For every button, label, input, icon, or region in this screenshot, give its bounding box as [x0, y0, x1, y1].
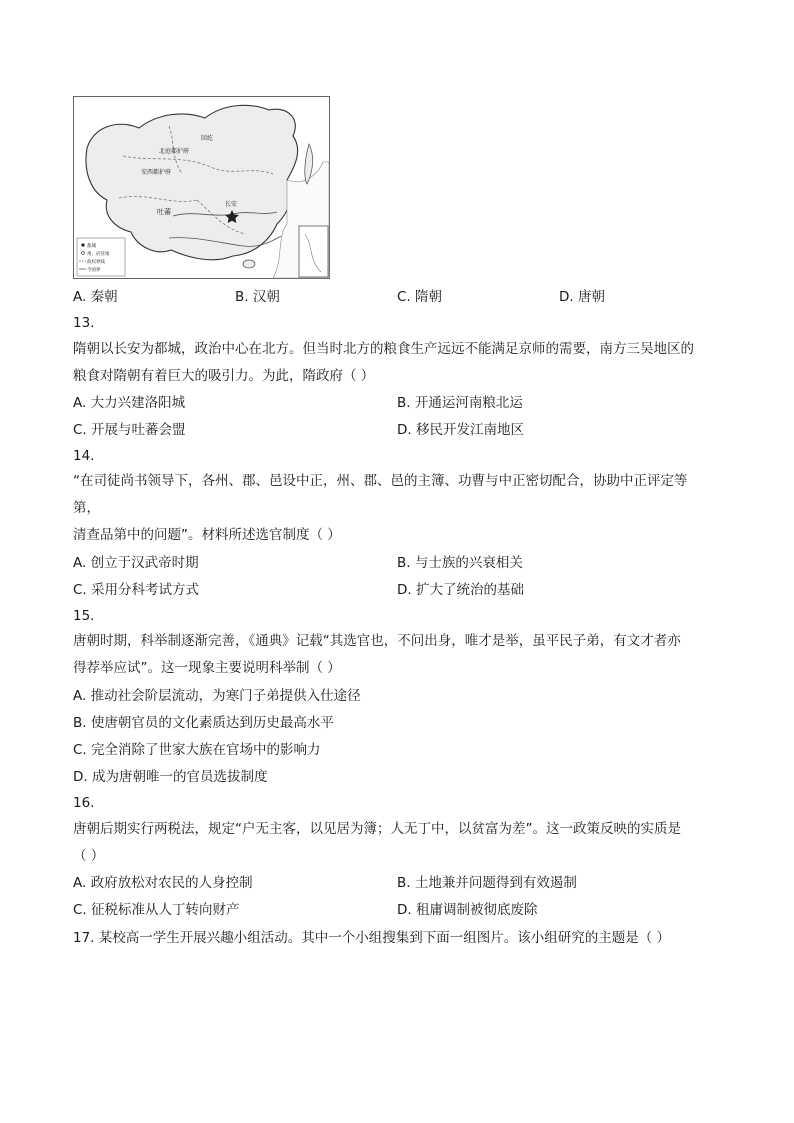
- q14-option-a[interactable]: A. 创立于汉武帝时期: [73, 555, 199, 571]
- q15-option-c[interactable]: C. 完全消除了世家大族在官场中的影响力: [73, 742, 321, 758]
- q15-option-d[interactable]: D. 成为唐朝唯一的官员选拔制度: [73, 769, 268, 785]
- q15-stem-line1: 唐朝时期，科举制逐渐完善，《通典》记载“其选官也，不问出身，唯才是举，虽平民子弟，有文才者亦: [73, 633, 681, 649]
- q15-number: 15.: [73, 608, 95, 624]
- q13-stem-line1: 隋朝以长安为都城，政治中心在北方。但当时北方的粮食生产远远不能满足京师的需要，南方三吴地区的: [73, 341, 694, 357]
- q14-stem-line1: “在司徒尚书领导下，各州、郡、邑设中正，州、郡、邑的主簿、功曹与中正密切配合，协助中正评定等: [73, 473, 688, 489]
- map-label-anxi: 安西都护府: [141, 169, 172, 176]
- legend-modern-border: 今国界: [87, 268, 101, 273]
- q16-option-b[interactable]: B. 土地兼并问题得到有效遏制: [397, 875, 577, 891]
- tang-dynasty-map: [73, 96, 330, 279]
- q12-option-d[interactable]: D. 唐朝: [559, 289, 605, 305]
- q16-option-d[interactable]: D. 租庸调制被彻底废除: [397, 902, 538, 918]
- q14-number: 14.: [73, 448, 95, 464]
- map-label-beiting: 北庭都护府: [159, 148, 190, 155]
- q14-stem-line3: 清查品第中的问题”。材料所述选官制度（ ）: [73, 527, 341, 543]
- map-label-tubo: 吐蕃: [157, 208, 171, 216]
- q15-option-a[interactable]: A. 推动社会阶层流动，为寒门子弟提供入仕途径: [73, 688, 361, 704]
- q13-option-a[interactable]: A. 大力兴建洛阳城: [73, 395, 186, 411]
- q16-stem-line2: （ ）: [73, 848, 105, 864]
- q16-number: 16.: [73, 795, 95, 811]
- q13-stem-line2: 粮食对隋朝有着巨大的吸引力。为此，隋政府（ ）: [73, 368, 375, 384]
- q15-option-b[interactable]: B. 使唐朝官员的文化素质达到历史最高水平: [73, 715, 334, 731]
- q14-option-c[interactable]: C. 采用分科考试方式: [73, 582, 200, 598]
- q14-option-b[interactable]: B. 与士族的兴衰相关: [397, 555, 523, 571]
- map-label-huihe: 回纥: [201, 135, 214, 142]
- q13-option-b[interactable]: B. 开通运河南粮北运: [397, 395, 523, 411]
- q14-stem-line2: 第，: [73, 500, 100, 516]
- map-label-changan: 长安: [225, 201, 238, 208]
- q13-number: 13.: [73, 315, 95, 331]
- legend-capital: 都城: [87, 244, 96, 249]
- legend-prefecture: 州、府驻地: [87, 252, 110, 257]
- q12-option-b[interactable]: B. 汉朝: [235, 289, 280, 305]
- q13-option-d[interactable]: D. 移民开发江南地区: [397, 422, 524, 438]
- q16-stem-line1: 唐朝后期实行两税法，规定“户无主客，以见居为簿；人无丁中，以贫富为差”。这一政策反映的实质是: [73, 821, 681, 837]
- q16-option-a[interactable]: A. 政府放松对农民的人身控制: [73, 875, 253, 891]
- q13-option-c[interactable]: C. 开展与吐蕃会盟: [73, 422, 186, 438]
- q15-stem-line2: 得荐举应试”。这一现象主要说明科举制（ ）: [73, 660, 341, 676]
- q12-option-a[interactable]: A. 秦朝: [73, 289, 118, 305]
- q14-option-d[interactable]: D. 扩大了统治的基础: [397, 582, 524, 598]
- legend-border: 政权界线: [87, 260, 105, 265]
- q12-option-c[interactable]: C. 隋朝: [397, 289, 443, 305]
- q17-stem: 17. 某校高一学生开展兴趣小组活动。其中一个小组搜集到下面一组图片。该小组研究的主题是（ ）: [73, 930, 671, 946]
- q16-option-c[interactable]: C. 征税标准从人丁转向财产: [73, 902, 240, 918]
